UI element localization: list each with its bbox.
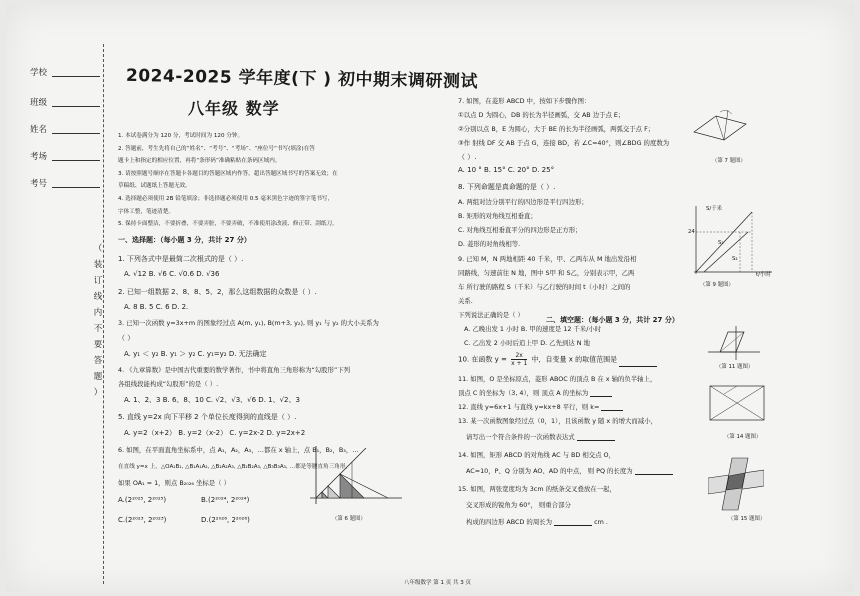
question-6: 6. 如图，在平面直角坐标系中，点 A₁，A₂，A₃，…都在 x 轴上，点 B₁，B₂，B₃，… bbox=[118, 446, 359, 454]
question-7-paren: （ ）. bbox=[458, 153, 477, 161]
question-6-option-d: D.(2²⁰²⁶, 2²⁰²⁶) bbox=[201, 516, 250, 524]
question-6-option-c: C.(2²⁰²³, 2²⁰²³) bbox=[118, 516, 167, 524]
question-10-answer-blank[interactable] bbox=[619, 359, 657, 367]
question-10 bbox=[458, 352, 657, 367]
figure-9-xlabel: t/小时 bbox=[756, 272, 771, 278]
figure-7-caption: （第 7 题图） bbox=[712, 158, 746, 164]
question-10-denominator: x + 1 bbox=[511, 360, 528, 367]
question-13-answer-blank[interactable] bbox=[577, 433, 615, 441]
figure-15 bbox=[708, 456, 764, 512]
section-fill-heading: 二、填空题：（每小题 3 分，共计 27 分） bbox=[546, 316, 679, 324]
question-8-option-a: A. 两组对边分别平行的四边形是平行四边形； bbox=[458, 198, 588, 206]
question-6-option-b: B.(2²⁰²⁴, 2²⁰²⁴) bbox=[201, 496, 250, 504]
exam-title: 2024-2025 学年度(下 ) 初中期末调研测试 bbox=[125, 65, 479, 93]
binding-char: ） bbox=[93, 388, 103, 398]
figure-9-series-label-1: S₁ bbox=[718, 240, 724, 246]
school-field bbox=[30, 66, 47, 78]
question-9-options-ab: A. 乙晚出发 1 小时 B. 甲的速度是 12 千米/小时 bbox=[464, 325, 602, 333]
question-11-answer-blank[interactable] bbox=[590, 389, 612, 397]
exam-number-label: 考号 bbox=[30, 179, 48, 189]
question-9-options-cd: C. 乙出发 2 小时后追上甲 D. 乙先到达 N 地 bbox=[464, 339, 590, 347]
room-label: 考场 bbox=[30, 152, 48, 162]
figure-9 bbox=[686, 202, 776, 280]
question-6-option-a: A.(2²⁰²⁵, 2²⁰²⁵) bbox=[118, 496, 167, 504]
note-line: 1. 本试卷满分为 120 分，考试时间为 120 分钟。 bbox=[118, 133, 244, 139]
question-4: 4. 《九章算数》是中国古代重要的数学著作，书中将直角三角形称为“勾股形”下列 bbox=[118, 366, 351, 374]
question-8-option-c: C. 对角线互相垂直平分的四边形是正方形； bbox=[458, 226, 582, 234]
question-12 bbox=[458, 402, 623, 411]
note-line: 5. 保持卡面整洁，不要折叠，不要弄脏，不要弄破，不准使用涂改液、修正带、刮纸刀。 bbox=[118, 221, 338, 228]
room-field bbox=[30, 150, 47, 162]
figure-14-diagram bbox=[706, 382, 768, 426]
question-10-prefix: 10. 在函数 y = bbox=[458, 355, 507, 364]
question-4-line2: 各组线段能构成“勾股形”的是（ ）. bbox=[118, 380, 219, 388]
exam-subtitle: 八年级 数学 bbox=[188, 99, 280, 118]
binding-char: 订 bbox=[93, 276, 103, 286]
figure-9-caption: （第 9 题图） bbox=[700, 282, 734, 288]
question-5-options: A. y=2（x+2） B. y=2（x-2） C. y=2x-2 D. y=2x+2 bbox=[124, 429, 306, 437]
note-line: 题卡上和指定的相应位置，再将“条形码”准确粘贴在条码区域内。 bbox=[118, 158, 281, 165]
question-1: 1. 下列各式中是最简二次根式的是（ ）. bbox=[118, 255, 244, 263]
figure-9-series-label-2: S₂ bbox=[732, 256, 738, 262]
question-15-line2: 交叉形成的锐角为 60°， 则重合部分 bbox=[466, 501, 571, 509]
question-15-text: 构成的四边形 ABCD 的周长为 bbox=[466, 518, 552, 526]
figure-11-diagram bbox=[706, 324, 762, 362]
question-6-line3: 如果 OA₁ = 1，则点 B₂₀₂₆ 坐标是（ ） bbox=[118, 479, 230, 487]
figure-15-diagram bbox=[708, 456, 764, 512]
question-13: 13. 某一次函数图象经过点（0，1），且该函数 y 随 x 的增大而减小， bbox=[458, 417, 657, 425]
question-14-text: AC=10，P、Q 分别为 AO、AD 的中点， 则 PQ 的长度为 bbox=[466, 467, 633, 475]
question-8: 8. 下列命题是真命题的是（ ）. bbox=[458, 183, 556, 191]
question-1-options: A. √12 B. √6 C. √0.6 D. √36 bbox=[124, 270, 220, 278]
name-field bbox=[30, 123, 47, 135]
binding-char: 答 bbox=[93, 356, 103, 366]
note-line: 字体工整，笔迹清楚。 bbox=[118, 208, 174, 215]
figure-14 bbox=[706, 382, 768, 426]
question-3: 3. 已知一次函数 y=3x+m 的图象经过点 A(m, y₁), B(m+3, y₂), 则 y₁ 与 y₂ 的大小关系为 bbox=[118, 319, 379, 327]
figure-6-diagram bbox=[306, 444, 406, 508]
binding-char: 线 bbox=[93, 292, 103, 302]
figure-9-y-tick: 24 bbox=[688, 229, 695, 235]
binding-char: （ bbox=[93, 244, 103, 254]
binding-char: 内 bbox=[93, 308, 103, 318]
question-2-options: A. 8 B. 5 C. 6 D. 2. bbox=[124, 303, 189, 311]
question-12-text: 12. 直线 y=6x+1 与直线 y=kx+8 平行，则 k= bbox=[458, 403, 600, 411]
class-label: 班级 bbox=[30, 98, 48, 108]
note-line: 3. 请按照题号顺序在答题卡各题目的答题区域内作答，超出答题区域书写的答案无效；在 bbox=[118, 170, 338, 177]
question-5: 5. 直线 y=2x 向下平移 2 个单位长度得到的直线是（ ）. bbox=[118, 413, 297, 421]
question-8-option-d: D. 菱形的对角线相等. bbox=[458, 240, 521, 248]
binding-char: 装 bbox=[93, 260, 103, 270]
note-line: 草稿纸、试题纸上答题无效。 bbox=[118, 183, 191, 190]
question-4-options: A. 1、2、3 B. 6、8、10 C. √2、√3、√6 D. 1、√2、3 bbox=[124, 396, 300, 404]
question-9-line5: 下列说法正确的是（ ） bbox=[458, 311, 524, 319]
figure-7-diagram bbox=[690, 106, 750, 152]
binding-char: 要 bbox=[93, 340, 103, 350]
question-15-unit: cm . bbox=[594, 518, 608, 526]
question-15-line3 bbox=[466, 517, 608, 526]
school-label: 学校 bbox=[30, 68, 48, 78]
question-10-fraction bbox=[511, 352, 527, 367]
question-13-text: 请写出一个符合条件的一次函数表达式 bbox=[466, 433, 575, 441]
page-footer: 八年级数学 第 1 页 共 3 页 bbox=[404, 580, 471, 586]
figure-11 bbox=[706, 324, 762, 362]
section-choice-heading: 一、选择题：（每小题 3 分，共计 27 分） bbox=[118, 236, 251, 244]
question-3-options: A. y₁ ＜ y₂ B. y₁ ＞ y₂ C. y₁=y₂ D. 无法确定 bbox=[124, 350, 267, 358]
question-9-line3: 车 所行驶的路程 S（千米）与乙行驶的时间 t（小时）之间的 bbox=[458, 283, 631, 291]
question-7: 7. 如图，在菱形 ABCD 中，按如下步骤作图： bbox=[458, 97, 591, 105]
binding-notice bbox=[92, 244, 104, 398]
exam-number-field bbox=[30, 177, 47, 189]
question-12-answer-blank[interactable] bbox=[601, 403, 623, 411]
figure-7 bbox=[690, 106, 750, 152]
question-8-option-b: B. 矩形的对角线互相垂直； bbox=[458, 212, 537, 220]
question-14-answer-blank[interactable] bbox=[635, 467, 673, 475]
class-field bbox=[30, 96, 47, 108]
figure-9-ylabel: S/千米 bbox=[706, 206, 723, 212]
question-3-paren: （ ） bbox=[118, 334, 135, 342]
question-10-numerator: 2x bbox=[511, 352, 527, 360]
question-7-step3: ③作 射线 DF 交 AB 于点 G，连接 BD，若 ∠C=40°，则∠BDG 的度数为 bbox=[458, 139, 670, 147]
exam-notes bbox=[118, 130, 418, 231]
name-label: 姓名 bbox=[30, 125, 48, 135]
question-9-line4: 关系. bbox=[458, 297, 473, 305]
question-9-line2: 同路线，匀速前往 N 地，图中 S甲 和 S乙，分别表示甲，乙两 bbox=[458, 269, 635, 277]
question-13-line2 bbox=[466, 432, 615, 441]
question-11: 11. 如图，O 是坐标原点，菱形 ABOC 的顶点 B 在 x 轴的负半轴上， bbox=[458, 375, 657, 383]
figure-6-caption: （第 6 题图） bbox=[332, 516, 366, 522]
question-10-suffix: 中，自变量 x 的取值范围是 bbox=[531, 355, 618, 364]
question-11-line2 bbox=[458, 388, 612, 397]
figure-11-caption: （第 11 题图） bbox=[716, 364, 754, 370]
figure-14-caption: （第 14 题图） bbox=[724, 434, 762, 440]
question-15: 15. 如图，两张宽度均为 3cm 的纸条交叉叠放在一起， bbox=[458, 485, 616, 493]
question-11-text: 顶点 C 的坐标为（3, 4），则 顶点 A 的坐标为 bbox=[458, 389, 589, 397]
figure-9-graph bbox=[686, 202, 776, 280]
question-6-line2: 在直线 y=x 上，△OA₁B₁, △B₁A₁A₂, △B₂A₂A₃, △B₂B₂A₃, △B₃B₃A₃, …都是等腰直角三角形， bbox=[118, 464, 352, 470]
note-line: 2. 答题前，考生先将自己的“姓名”、“考号”、“考场”、“座位号”书写(填涂)在答 bbox=[118, 145, 315, 152]
figure-15-caption: （第 15 题图） bbox=[728, 516, 766, 522]
question-7-options: A. 10 ° B. 15° C. 20° D. 25° bbox=[458, 166, 555, 174]
binding-char: 题 bbox=[93, 372, 103, 382]
question-14: 14. 如图，矩形 ABCD 的对角线 AC 与 BD 相交点 O， bbox=[458, 451, 615, 459]
question-9: 9. 已知 M，N 两地相距 40 千米，甲、乙两车从 M 地出发沿相 bbox=[458, 255, 637, 263]
question-7-step2: ②分别以点 B，E 为圆心，大于 BE 的长为半径画弧，两弧交于点 F； bbox=[458, 125, 655, 133]
figure-6 bbox=[306, 444, 406, 508]
note-line: 4. 选择题必须使用 2B 铅笔填涂；非选择题必须使用 0.5 毫米黑色字迹的签字笔书写， bbox=[118, 195, 334, 202]
binding-char: 不 bbox=[93, 324, 103, 334]
question-2: 2. 已知一组数据 2、8、8、5、2，那么这组数据的众数是（ ）. bbox=[118, 288, 317, 296]
question-14-line2 bbox=[466, 466, 673, 475]
exam-page bbox=[6, 4, 854, 592]
question-7-step1: ①以点 D 为圆心，DB 的长为半径画弧，交 AB 边于点 E； bbox=[458, 111, 625, 119]
question-15-answer-blank[interactable] bbox=[554, 518, 592, 526]
